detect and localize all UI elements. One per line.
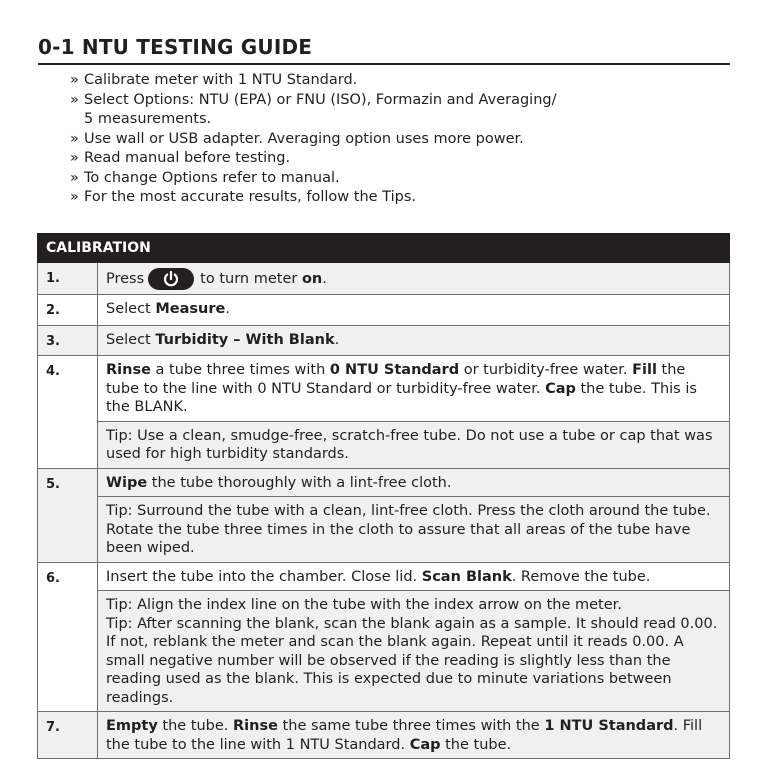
- list-item: [70, 130, 690, 150]
- step-text-bold: Empty: [106, 718, 158, 734]
- step-text-bold: on: [301, 271, 323, 287]
- step-text: [98, 356, 730, 422]
- step-text-bold: 0 NTU Standard: [329, 362, 460, 378]
- step-text-part: Press: [106, 271, 145, 287]
- table-row: [38, 421, 730, 468]
- step-text-part: the tube.: [440, 736, 512, 753]
- step-text-part: the same tube three times with the: [277, 718, 545, 734]
- step-number: 3.: [38, 325, 98, 356]
- step-tip-line: Tip: After scanning the blank, scan the blank again as a sample. It should read 0.00. If not, reblank the meter and scan the blank again. Repeat until it reads 0.00. A small negative number will be observed if the reading is slightly less than the reading used as the blank. This is expected due to minute variations between readings.: [106, 615, 718, 706]
- step-text-part: the tube.: [157, 718, 234, 734]
- step-text-part: a tube three times with: [150, 362, 330, 378]
- step-number: 6.: [38, 562, 98, 712]
- table-row: [38, 263, 730, 295]
- step-text-part: . Remove the tube.: [511, 568, 651, 585]
- step-text-bold: Cap: [545, 380, 576, 397]
- step-text-part: the tube to the line with 0 NTU Standard or turbidity-free water.: [106, 362, 686, 397]
- step-text-part: or turbidity-free water.: [459, 362, 633, 378]
- step-tip-line: Tip: Align the index line on the tube with the index arrow on the meter.: [106, 597, 622, 613]
- step-text-part: .: [334, 331, 340, 348]
- step-text: [98, 325, 730, 356]
- bullet-marker: »: [70, 189, 79, 205]
- list-item-text: Select Options: NTU (EPA) or FNU (ISO), Formazin and Averaging/: [84, 91, 557, 108]
- step-text: [98, 468, 730, 497]
- table-row: [38, 562, 730, 591]
- list-item-text: Calibrate meter with 1 NTU Standard.: [84, 72, 358, 88]
- list-item: [70, 91, 690, 130]
- step-text: [98, 295, 730, 326]
- step-text: [98, 712, 730, 759]
- step-text-bold: Rinse: [106, 362, 151, 378]
- step-text-bold: Fill: [632, 362, 657, 378]
- step-text-part: .: [322, 271, 327, 287]
- instruction-list: [70, 71, 690, 208]
- step-number: 1.: [38, 263, 98, 295]
- list-item-text: For the most accurate results, follow the Tips.: [84, 189, 416, 205]
- list-item: [70, 149, 690, 169]
- step-text-part: Insert the tube into the chamber. Close lid.: [106, 568, 422, 585]
- table-header-row: [38, 234, 730, 263]
- step-text-part: Select: [106, 301, 156, 317]
- list-item-text: Read manual before testing.: [84, 150, 291, 166]
- list-item: [70, 71, 690, 91]
- step-text: [98, 263, 730, 295]
- step-text-bold: Wipe: [106, 474, 148, 491]
- step-text-part: to turn meter: [200, 271, 298, 287]
- step-text-part: .: [225, 301, 230, 317]
- step-text-bold: Scan Blank: [421, 568, 512, 585]
- table-row: [38, 497, 730, 563]
- step-text-part: the tube. This is the BLANK.: [106, 380, 697, 415]
- table-header: CALIBRATION: [38, 234, 730, 263]
- list-item-text: Use wall or USB adapter. Averaging option uses more power.: [84, 130, 524, 147]
- bullet-marker: »: [70, 150, 79, 166]
- bullet-marker: »: [70, 72, 79, 88]
- table-row: [38, 712, 730, 759]
- power-icon: [148, 268, 194, 290]
- step-text-bold: Measure: [155, 301, 226, 317]
- step-text-part: Select: [106, 331, 156, 348]
- bullet-marker: »: [70, 169, 79, 186]
- table-row: [38, 325, 730, 356]
- step-text-part: the tube thoroughly with a lint-free cloth.: [147, 474, 452, 491]
- step-number: 7.: [38, 712, 98, 759]
- step-text-bold: Turbidity – With Blank: [155, 331, 335, 348]
- step-number: 4.: [38, 356, 98, 469]
- list-item: [70, 169, 690, 189]
- step-tip: Tip: Use a clean, smudge-free, scratch-free tube. Do not use a tube or cap that was used for high turbidity standards.: [98, 421, 730, 468]
- bullet-marker: »: [70, 130, 79, 147]
- table-row: [38, 356, 730, 422]
- calibration-table: [37, 233, 730, 759]
- page-title: 0-1 NTU TESTING GUIDE: [38, 34, 730, 65]
- table-row: [38, 295, 730, 326]
- list-item: [70, 188, 690, 208]
- step-number: 2.: [38, 295, 98, 326]
- step-number: 5.: [38, 468, 98, 562]
- list-item-continuation: 5 measurements.: [84, 111, 212, 127]
- step-tip: Tip: Surround the tube with a clean, lint-free cloth. Press the cloth around the tube. Rotate the tube three times in the cloth to assure that all areas of the tube have been wiped.: [98, 497, 730, 563]
- table-row: [38, 468, 730, 497]
- table-row: [38, 591, 730, 712]
- bullet-marker: »: [70, 91, 79, 108]
- step-tip: [98, 591, 730, 712]
- step-text-bold: Rinse: [233, 718, 278, 734]
- step-text-part: . Fill the tube to the line with 1 NTU Standard.: [106, 718, 703, 753]
- step-text-bold: 1 NTU Standard: [544, 718, 674, 734]
- step-text: [98, 562, 730, 591]
- list-item-text: To change Options refer to manual.: [84, 169, 340, 186]
- step-text-bold: Cap: [409, 736, 441, 753]
